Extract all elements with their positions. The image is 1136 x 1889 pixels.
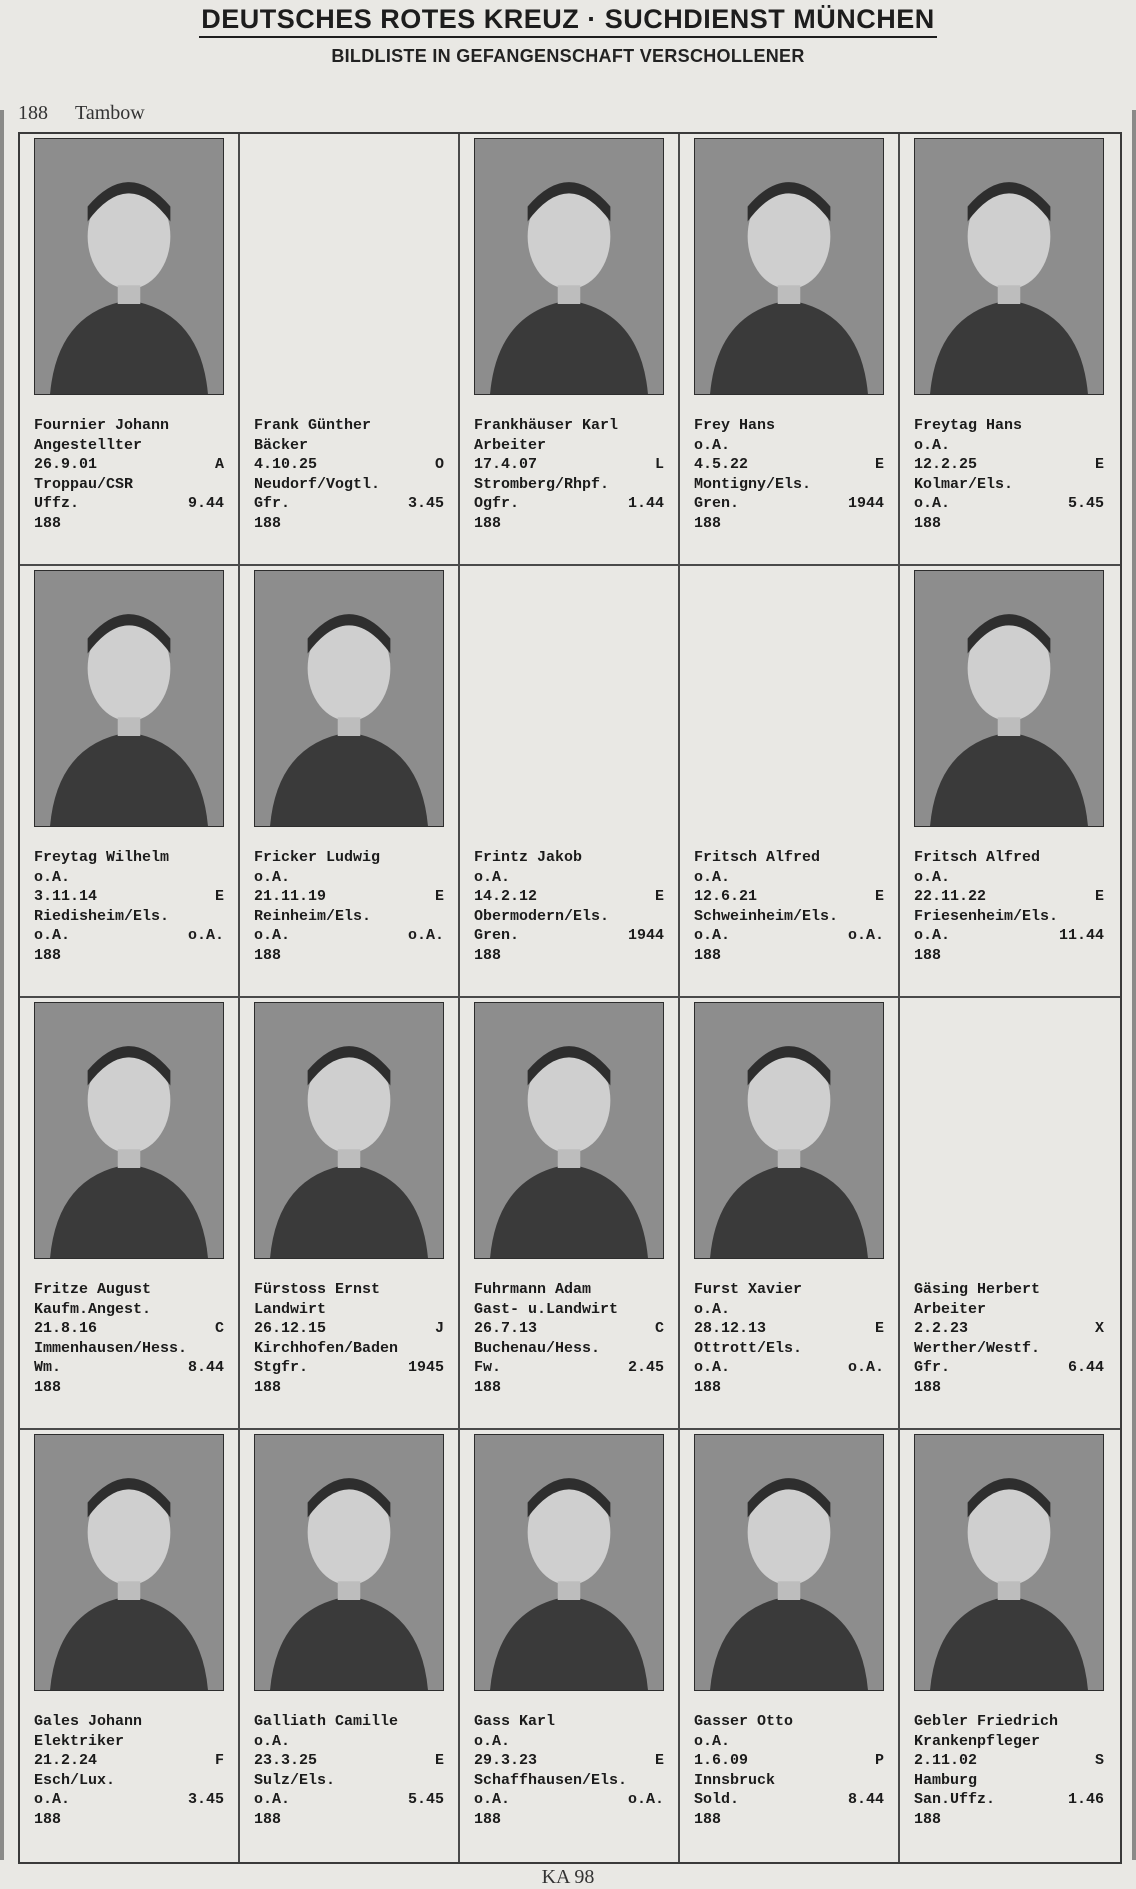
occupation: Krankenpfleger (914, 1732, 1041, 1750)
occupation: o.A. (694, 436, 731, 454)
military-rank: o.A. (34, 927, 71, 944)
birth-date: 26.7.13 (474, 1320, 538, 1337)
list-number: 188 (254, 514, 282, 532)
region-code: X (1094, 1320, 1104, 1337)
record-card (900, 566, 1120, 998)
occupation: o.A. (914, 436, 951, 454)
record-details (474, 848, 664, 965)
region-code: E (434, 888, 444, 905)
record-details (254, 1280, 444, 1397)
last-news-date: o.A. (187, 927, 224, 944)
record-details (914, 848, 1104, 965)
last-news-date: 6.44 (1067, 1359, 1104, 1376)
region-code: E (1094, 456, 1104, 473)
record-details (34, 848, 224, 965)
region-code: C (654, 1320, 664, 1337)
record-details (474, 1712, 664, 1829)
portrait-icon (475, 1435, 663, 1690)
document-title: DEUTSCHES ROTES KREUZ · SUCHDIENST MÜNCHEN (199, 4, 937, 38)
last-news-date: 5.45 (1067, 495, 1104, 512)
record-card (20, 134, 240, 566)
record-details (694, 1280, 884, 1397)
list-number: 188 (914, 514, 942, 532)
person-name: Galliath Camille (254, 1713, 399, 1730)
record-details (34, 416, 224, 533)
person-name: Fuhrmann Adam (474, 1281, 592, 1298)
birth-place: Innsbruck (694, 1771, 776, 1789)
military-rank: o.A. (914, 495, 951, 512)
region-code: E (874, 1320, 884, 1337)
portrait-photo (34, 1434, 224, 1691)
last-news-date: 8.44 (187, 1359, 224, 1376)
person-name: Fournier Johann (34, 417, 170, 434)
portrait-icon (475, 139, 663, 394)
person-name: Frey Hans (694, 417, 776, 434)
last-news-date: 1944 (627, 927, 664, 944)
person-name: Freytag Hans (914, 417, 1023, 434)
birth-date: 21.11.19 (254, 888, 327, 905)
scan-edge-left (0, 110, 4, 1860)
occupation: Arbeiter (474, 436, 547, 454)
person-name: Fritze August (34, 1281, 152, 1298)
region-code: A (214, 456, 224, 473)
last-news-date: 5.45 (407, 1791, 444, 1808)
occupation: o.A. (34, 868, 71, 886)
record-card (460, 998, 680, 1430)
birth-place: Neudorf/Vogtl. (254, 475, 381, 493)
region-code: E (654, 888, 664, 905)
last-news-date: o.A. (407, 927, 444, 944)
record-card (240, 998, 460, 1430)
record-card (20, 1430, 240, 1862)
occupation: Kaufm.Angest. (34, 1300, 152, 1318)
occupation: Angestellter (34, 436, 143, 454)
record-card (900, 998, 1120, 1430)
list-number: 188 (34, 1810, 62, 1828)
portrait-photo (914, 138, 1104, 395)
list-number: 188 (914, 1378, 942, 1396)
portrait-photo (914, 570, 1104, 827)
record-details (34, 1280, 224, 1397)
last-news-date: 9.44 (187, 495, 224, 512)
birth-date: 14.2.12 (474, 888, 538, 905)
person-name: Fritsch Alfred (694, 849, 821, 866)
portrait-icon (35, 571, 223, 826)
region-code: J (434, 1320, 444, 1337)
list-number: 188 (914, 1810, 942, 1828)
page-footer: KA 98 (541, 1866, 595, 1888)
portrait-photo (34, 1002, 224, 1259)
list-number: 188 (694, 1810, 722, 1828)
region-code: F (214, 1752, 224, 1769)
person-name: Furst Xavier (694, 1281, 803, 1298)
record-grid (18, 132, 1122, 1864)
record-details (254, 416, 444, 533)
portrait-icon (695, 139, 883, 394)
list-number: 188 (474, 514, 502, 532)
record-card (900, 1430, 1120, 1862)
region-code: E (654, 1752, 664, 1769)
occupation: o.A. (914, 868, 951, 886)
occupation: o.A. (694, 1732, 731, 1750)
region-code: S (1094, 1752, 1104, 1769)
person-name: Frankhäuser Karl (474, 417, 619, 434)
record-details (34, 1712, 224, 1829)
person-name: Frank Günther (254, 417, 372, 434)
last-news-date: 3.45 (407, 495, 444, 512)
last-news-date: 2.45 (627, 1359, 664, 1376)
military-rank: Sold. (694, 1791, 740, 1808)
portrait-photo (914, 1434, 1104, 1691)
portrait-photo (254, 570, 444, 827)
record-card (680, 1430, 900, 1862)
person-name: Gebler Friedrich (914, 1713, 1059, 1730)
record-details (914, 1280, 1104, 1397)
page-info (18, 102, 145, 125)
record-card (240, 134, 460, 566)
record-card (240, 566, 460, 998)
list-number: 188 (254, 1810, 282, 1828)
document-header (0, 0, 1136, 67)
record-details (914, 416, 1104, 533)
military-rank: o.A. (694, 1359, 731, 1376)
birth-date: 17.4.07 (474, 456, 538, 473)
region-code: E (874, 888, 884, 905)
region-code: E (214, 888, 224, 905)
list-number: 188 (34, 514, 62, 532)
military-rank: o.A. (254, 1791, 291, 1808)
birth-date: 3.11.14 (34, 888, 98, 905)
list-number: 188 (474, 946, 502, 964)
portrait-photo (694, 1002, 884, 1259)
person-name: Gales Johann (34, 1713, 143, 1730)
document-subtitle: BILDLISTE IN GEFANGENSCHAFT VERSCHOLLENER (331, 46, 805, 66)
person-name: Fricker Ludwig (254, 849, 381, 866)
portrait-icon (695, 1435, 883, 1690)
list-number: 188 (474, 1810, 502, 1828)
portrait-icon (475, 1003, 663, 1258)
occupation: o.A. (694, 868, 731, 886)
person-name: Freytag Wilhelm (34, 849, 170, 866)
record-card (680, 566, 900, 998)
record-details (474, 416, 664, 533)
portrait-icon (35, 139, 223, 394)
birth-place: Sulz/Els. (254, 1771, 336, 1789)
record-card (20, 566, 240, 998)
birth-date: 4.5.22 (694, 456, 749, 473)
record-details (694, 848, 884, 965)
occupation: Gast- u.Landwirt (474, 1300, 619, 1318)
last-news-date: o.A. (847, 927, 884, 944)
region-code: L (654, 456, 664, 473)
person-name: Fürstoss Ernst (254, 1281, 381, 1298)
region-code: P (874, 1752, 884, 1769)
portrait-icon (915, 139, 1103, 394)
last-news-date: 11.44 (1058, 927, 1104, 944)
birth-date: 23.3.25 (254, 1752, 318, 1769)
camp-name: Tambow (75, 102, 145, 124)
person-name: Gasser Otto (694, 1713, 794, 1730)
occupation: Landwirt (254, 1300, 327, 1318)
military-rank: Gfr. (254, 495, 291, 512)
portrait-icon (35, 1003, 223, 1258)
region-code: O (434, 456, 444, 473)
birth-place: Schweinheim/Els. (694, 907, 839, 925)
military-rank: San.Uffz. (914, 1791, 996, 1808)
person-name: Fritsch Alfred (914, 849, 1041, 866)
birth-date: 21.2.24 (34, 1752, 98, 1769)
birth-place: Buchenau/Hess. (474, 1339, 601, 1357)
list-number: 188 (34, 946, 62, 964)
birth-date: 2.2.23 (914, 1320, 969, 1337)
birth-date: 29.3.23 (474, 1752, 538, 1769)
record-card (680, 998, 900, 1430)
birth-place: Friesenheim/Els. (914, 907, 1059, 925)
birth-date: 26.9.01 (34, 456, 98, 473)
occupation: o.A. (474, 868, 511, 886)
record-card (460, 1430, 680, 1862)
occupation: o.A. (254, 868, 291, 886)
last-news-date: o.A. (627, 1791, 664, 1808)
portrait-photo (34, 570, 224, 827)
list-number: 188 (694, 514, 722, 532)
portrait-icon (255, 1435, 443, 1690)
birth-place: Ottrott/Els. (694, 1339, 803, 1357)
birth-place: Werther/Westf. (914, 1339, 1041, 1357)
birth-place: Montigny/Els. (694, 475, 812, 493)
birth-place: Esch/Lux. (34, 1771, 116, 1789)
record-card (460, 134, 680, 566)
military-rank: Gren. (694, 495, 740, 512)
person-name: Frintz Jakob (474, 849, 583, 866)
portrait-photo (474, 1434, 664, 1691)
portrait-photo (694, 138, 884, 395)
portrait-photo (694, 1434, 884, 1691)
last-news-date: 3.45 (187, 1791, 224, 1808)
record-details (914, 1712, 1104, 1829)
occupation: o.A. (254, 1732, 291, 1750)
portrait-photo (474, 1002, 664, 1259)
military-rank: o.A. (694, 927, 731, 944)
military-rank: Fw. (474, 1359, 502, 1376)
military-rank: o.A. (254, 927, 291, 944)
portrait-icon (255, 1003, 443, 1258)
list-number: 188 (694, 946, 722, 964)
record-card (900, 134, 1120, 566)
record-details (254, 848, 444, 965)
birth-date: 4.10.25 (254, 456, 318, 473)
record-details (474, 1280, 664, 1397)
occupation: o.A. (694, 1300, 731, 1318)
portrait-photo (34, 138, 224, 395)
last-news-date: 1944 (847, 495, 884, 512)
birth-date: 1.6.09 (694, 1752, 749, 1769)
occupation: Arbeiter (914, 1300, 987, 1318)
region-code: C (214, 1320, 224, 1337)
list-number: 188 (34, 1378, 62, 1396)
occupation: Bäcker (254, 436, 309, 454)
military-rank: o.A. (34, 1791, 71, 1808)
record-card (460, 566, 680, 998)
person-name: Gäsing Herbert (914, 1281, 1041, 1298)
occupation: Elektriker (34, 1732, 125, 1750)
last-news-date: 1.46 (1067, 1791, 1104, 1808)
last-news-date: 8.44 (847, 1791, 884, 1808)
birth-date: 2.11.02 (914, 1752, 978, 1769)
record-card (680, 134, 900, 566)
portrait-photo (254, 1434, 444, 1691)
list-number: 188 (694, 1378, 722, 1396)
portrait-icon (915, 1435, 1103, 1690)
list-number: 188 (18, 102, 48, 124)
portrait-icon (255, 571, 443, 826)
military-rank: Uffz. (34, 495, 80, 512)
military-rank: o.A. (914, 927, 951, 944)
list-number: 188 (254, 1378, 282, 1396)
military-rank: Stgfr. (254, 1359, 309, 1376)
scan-edge-right (1132, 110, 1136, 1860)
birth-place: Stromberg/Rhpf. (474, 475, 610, 493)
portrait-icon (35, 1435, 223, 1690)
list-number: 188 (474, 1378, 502, 1396)
record-card (240, 1430, 460, 1862)
birth-place: Reinheim/Els. (254, 907, 372, 925)
birth-place: Obermodern/Els. (474, 907, 610, 925)
portrait-photo (474, 138, 664, 395)
portrait-icon (695, 1003, 883, 1258)
record-card (20, 998, 240, 1430)
record-details (694, 416, 884, 533)
last-news-date: 1945 (407, 1359, 444, 1376)
portrait-photo (254, 1002, 444, 1259)
birth-place: Schaffhausen/Els. (474, 1771, 628, 1789)
military-rank: Wm. (34, 1359, 62, 1376)
military-rank: o.A. (474, 1791, 511, 1808)
occupation: o.A. (474, 1732, 511, 1750)
list-number: 188 (254, 946, 282, 964)
person-name: Gass Karl (474, 1713, 556, 1730)
last-news-date: 1.44 (627, 495, 664, 512)
birth-date: 22.11.22 (914, 888, 987, 905)
portrait-icon (915, 571, 1103, 826)
region-code: E (1094, 888, 1104, 905)
last-news-date: o.A. (847, 1359, 884, 1376)
birth-place: Hamburg (914, 1771, 978, 1789)
birth-date: 12.2.25 (914, 456, 978, 473)
list-number: 188 (914, 946, 942, 964)
birth-date: 26.12.15 (254, 1320, 327, 1337)
record-details (694, 1712, 884, 1829)
birth-place: Immenhausen/Hess. (34, 1339, 188, 1357)
military-rank: Gren. (474, 927, 520, 944)
military-rank: Gfr. (914, 1359, 951, 1376)
birth-date: 21.8.16 (34, 1320, 98, 1337)
region-code: E (434, 1752, 444, 1769)
birth-place: Kolmar/Els. (914, 475, 1014, 493)
birth-date: 12.6.21 (694, 888, 758, 905)
region-code: E (874, 456, 884, 473)
birth-place: Kirchhofen/Baden (254, 1339, 399, 1357)
birth-date: 28.12.13 (694, 1320, 767, 1337)
birth-place: Riedisheim/Els. (34, 907, 170, 925)
military-rank: Ogfr. (474, 495, 520, 512)
record-details (254, 1712, 444, 1829)
birth-place: Troppau/CSR (34, 475, 134, 493)
